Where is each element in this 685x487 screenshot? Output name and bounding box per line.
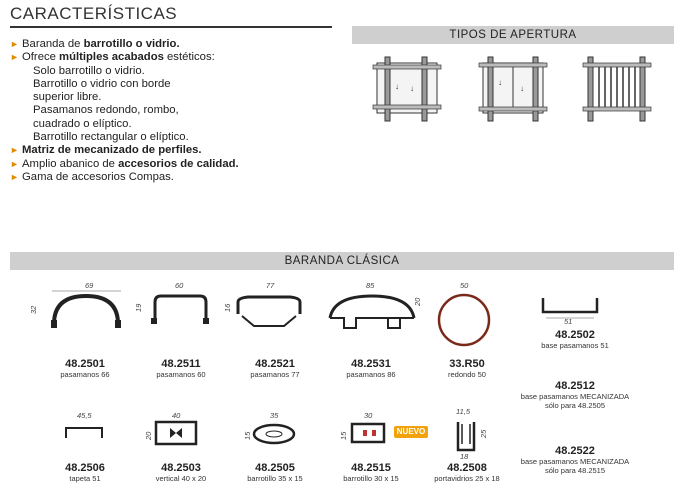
product-48-2505	[230, 462, 320, 483]
product-code: 48.2508	[447, 462, 487, 474]
opening-type-bars-diagram	[583, 57, 651, 121]
dim-height: 32	[29, 305, 38, 314]
feature-text: Gama de accesorios Compas.	[22, 170, 174, 183]
product-48-2508	[422, 462, 512, 483]
feature-item	[10, 144, 340, 157]
section-header-clasica: BARANDA CLÁSICA	[10, 252, 674, 270]
dim-height: 20	[144, 431, 153, 440]
profile-48-2502	[543, 298, 597, 326]
profile-48-2503	[144, 411, 196, 444]
product-code: 48.2512	[555, 380, 595, 392]
feature-text: Ofrece	[22, 51, 60, 64]
profile-48-2515	[339, 411, 384, 442]
product-desc: vertical 40 x 20	[155, 474, 207, 483]
feature-bold: accesorios de calidad.	[118, 157, 239, 170]
product-48-2515	[326, 462, 416, 483]
profile-33-r50	[439, 281, 489, 345]
feature-bold: barrotillo o vidrio.	[83, 38, 180, 50]
product-desc: base pasamanos MECANIZADA	[520, 392, 630, 401]
profile-48-2521	[223, 281, 300, 326]
product-48-2511	[136, 358, 226, 379]
bullet-arrow-icon: ►	[10, 158, 19, 169]
product-48-2502	[520, 329, 630, 350]
dim-width: 85	[366, 281, 375, 290]
nuevo-badge: NUEVO	[394, 426, 428, 438]
dim-width: 60	[175, 281, 184, 290]
dim-height: 19	[134, 303, 143, 312]
product-code: 48.2515	[351, 462, 391, 474]
product-code: 48.2503	[161, 462, 201, 474]
feature-bold: múltiples acabados	[59, 51, 164, 64]
dim-height: 16	[223, 303, 232, 312]
feature-item	[10, 158, 340, 171]
product-desc: sólo para 48.2515	[544, 466, 606, 475]
dim-width: 77	[266, 281, 275, 290]
product-desc: base pasamanos MECANIZADA	[520, 457, 630, 466]
bullet-arrow-icon: ►	[10, 52, 19, 63]
profile-48-2501	[29, 281, 121, 328]
product-desc: tapeta 51	[69, 474, 101, 483]
product-48-2522	[510, 445, 640, 475]
dim-height: 15	[243, 431, 252, 440]
feature-item	[10, 51, 340, 64]
feature-bold: Matriz de mecanizado de perfiles.	[22, 144, 202, 157]
product-desc: pasamanos 60	[156, 370, 206, 379]
profile-48-2531	[330, 281, 422, 328]
feature-item	[10, 171, 340, 184]
feature-text: Amplio abanico de	[22, 157, 119, 170]
product-code: 48.2522	[555, 445, 595, 457]
product-desc: sólo para 48.2505	[544, 401, 606, 410]
bullet-arrow-icon: ►	[10, 39, 19, 49]
page-title: CARACTERÍSTICAS	[10, 4, 178, 23]
product-desc: barrotillo 35 x 15	[247, 474, 303, 483]
product-48-2531	[326, 358, 416, 379]
profile-48-2506	[66, 411, 102, 438]
dim-base: 18	[460, 452, 469, 461]
product-code: 48.2521	[255, 358, 295, 370]
feature-item	[10, 38, 340, 51]
profile-48-2511	[134, 281, 209, 324]
feature-subitem: Pasamanos redondo, rombo,	[33, 104, 179, 117]
bullet-arrow-icon: ►	[10, 171, 19, 182]
dim-width: 11,5	[456, 407, 471, 416]
product-48-2521	[230, 358, 320, 379]
product-desc: pasamanos 77	[250, 370, 300, 379]
product-code: 48.2531	[351, 358, 391, 370]
feature-text: Baranda de	[22, 38, 84, 50]
svg-text:↓: ↓	[395, 82, 399, 91]
product-code: 48.2502	[555, 329, 595, 341]
section-header-apertura: TIPOS DE APERTURA	[352, 26, 674, 44]
dim-height: 15	[339, 431, 348, 440]
product-48-2503	[136, 462, 226, 483]
dim-width: 45,5	[77, 411, 92, 420]
feature-subitem: superior libre.	[33, 91, 102, 104]
profile-48-2505	[243, 411, 294, 443]
product-33-r50	[422, 358, 512, 379]
product-code: 48.2506	[65, 462, 105, 474]
opening-types-diagram	[370, 55, 660, 125]
product-desc: base pasamanos 51	[541, 341, 609, 350]
feature-subitem: cuadrado o elíptico.	[33, 117, 132, 130]
svg-text:↓: ↓	[410, 84, 414, 93]
dim-width: 40	[172, 411, 181, 420]
feature-text: estéticos:	[163, 51, 215, 64]
title-divider	[10, 26, 332, 28]
product-code: 48.2501	[65, 358, 105, 370]
product-desc: portavidrios 25 x 18	[434, 474, 500, 483]
svg-text:↓: ↓	[498, 78, 502, 87]
dim-width: 30	[364, 411, 373, 420]
dim-height: 20	[413, 297, 422, 306]
product-48-2506	[40, 462, 130, 483]
product-48-2501	[40, 358, 130, 379]
dim-width: 51	[564, 317, 573, 326]
svg-text:↓: ↓	[520, 84, 524, 93]
features-list	[10, 38, 340, 184]
product-desc: pasamanos 66	[60, 370, 110, 379]
profile-48-2508	[456, 407, 488, 461]
dim-width: 35	[270, 411, 279, 420]
feature-subitem: Barrotillo o vidrio con borde	[33, 77, 171, 90]
bullet-arrow-icon: ►	[10, 145, 19, 156]
dim-height: 25	[479, 429, 488, 438]
product-48-2512	[510, 380, 640, 410]
dim-width: 50	[460, 281, 469, 290]
dim-width: 69	[85, 281, 94, 290]
opening-type-glass-diagram	[373, 57, 441, 121]
product-code: 48.2505	[255, 462, 295, 474]
product-desc: redondo 50	[448, 370, 486, 379]
opening-type-panel-diagram	[479, 57, 547, 121]
product-desc: pasamanos 86	[346, 370, 396, 379]
feature-subitem: Barrotillo rectangular o elíptico.	[33, 131, 189, 144]
feature-subitem: Solo barrotillo o vidrio.	[33, 64, 145, 77]
product-desc: barrotillo 30 x 15	[343, 474, 399, 483]
product-code: 33.R50	[449, 358, 485, 370]
product-code: 48.2511	[161, 358, 201, 370]
